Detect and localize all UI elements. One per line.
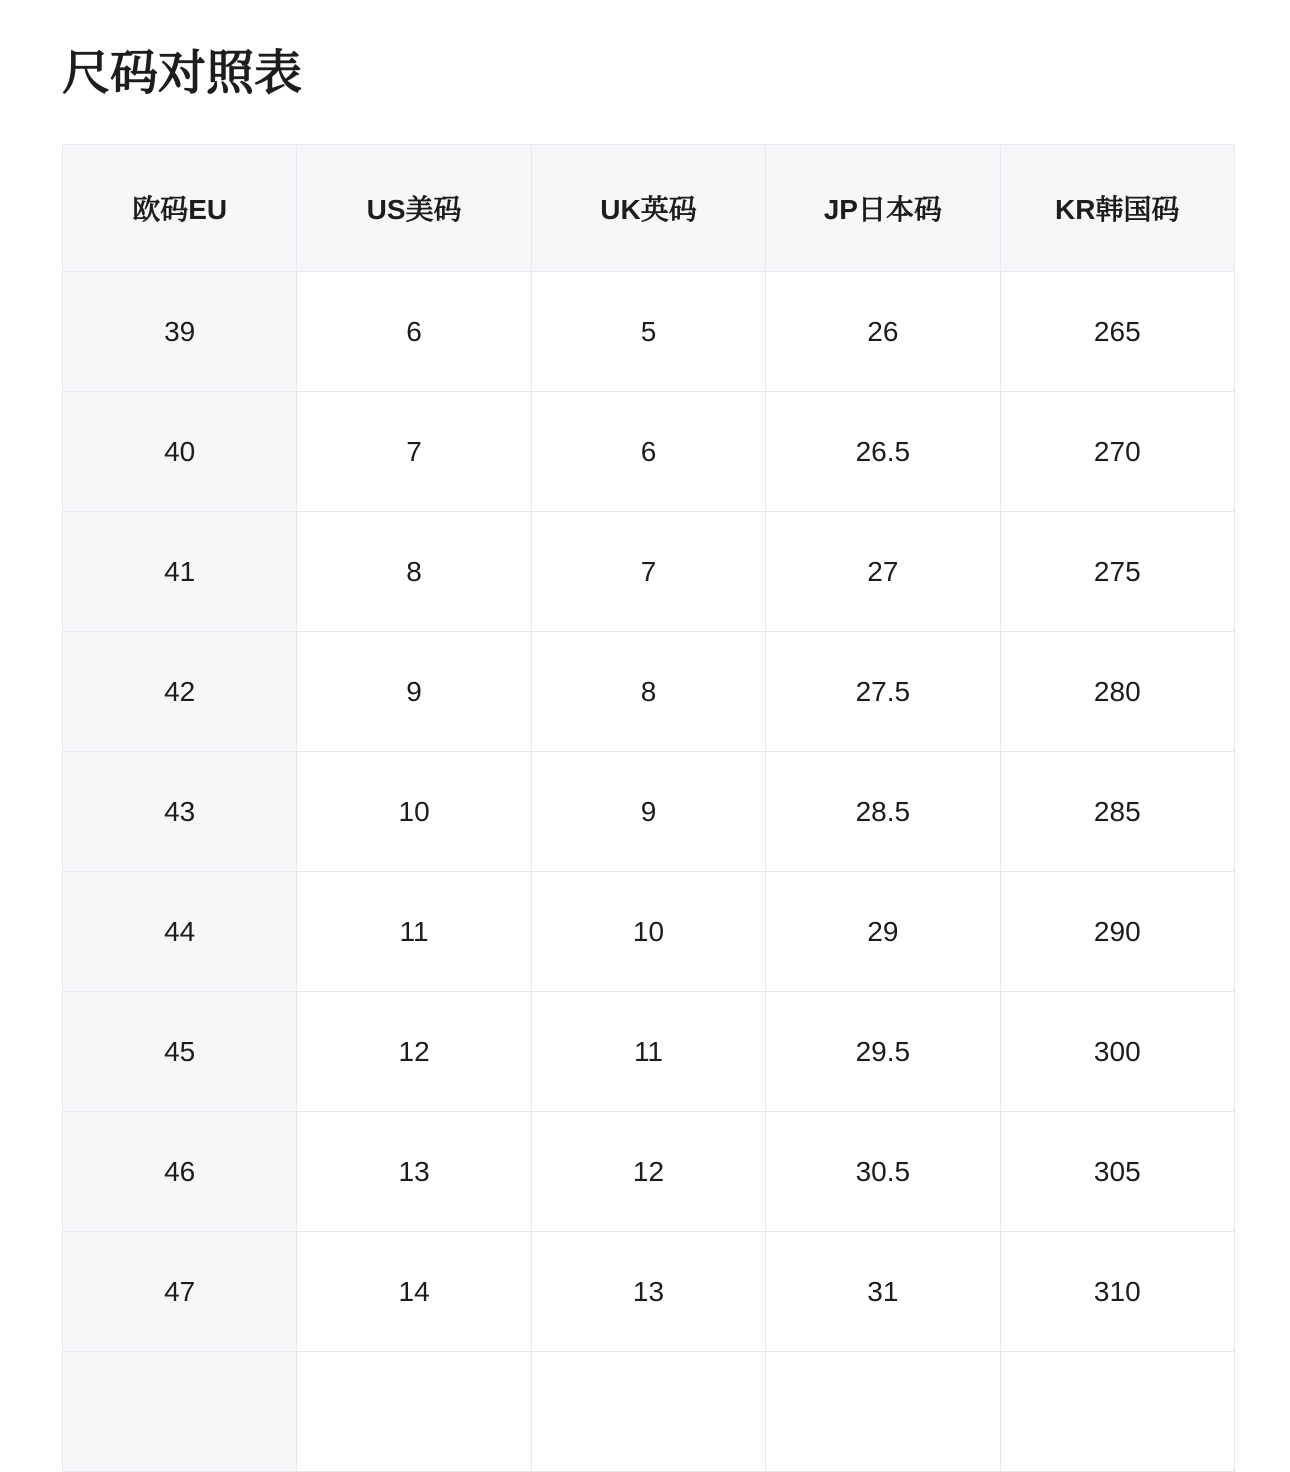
table-cell: 13 xyxy=(531,1232,765,1352)
table-cell: 270 xyxy=(1000,392,1234,512)
table-cell: 27.5 xyxy=(766,632,1000,752)
row-header-cell xyxy=(63,1352,297,1472)
row-header-cell: 39 xyxy=(63,272,297,392)
table-cell: 310 xyxy=(1000,1232,1234,1352)
table-row xyxy=(63,992,1235,1112)
table-row xyxy=(63,1232,1235,1352)
row-header-cell: 45 xyxy=(63,992,297,1112)
table-row xyxy=(63,392,1235,512)
table-cell: 7 xyxy=(531,512,765,632)
table-cell: 26 xyxy=(766,272,1000,392)
row-header-cell: 41 xyxy=(63,512,297,632)
column-header: US美码 xyxy=(297,145,531,272)
row-header-cell: 40 xyxy=(63,392,297,512)
table-cell: 11 xyxy=(297,872,531,992)
row-header-cell: 43 xyxy=(63,752,297,872)
table-row xyxy=(63,1352,1235,1472)
row-header-cell: 44 xyxy=(63,872,297,992)
table-row xyxy=(63,752,1235,872)
table-cell: 27 xyxy=(766,512,1000,632)
table-row xyxy=(63,872,1235,992)
table-cell: 305 xyxy=(1000,1112,1234,1232)
table-row xyxy=(63,272,1235,392)
table-cell: 265 xyxy=(1000,272,1234,392)
table-cell: 12 xyxy=(531,1112,765,1232)
row-header-cell: 46 xyxy=(63,1112,297,1232)
table-cell: 6 xyxy=(297,272,531,392)
table-cell: 9 xyxy=(297,632,531,752)
table-row xyxy=(63,512,1235,632)
table-cell: 8 xyxy=(531,632,765,752)
table-cell: 13 xyxy=(297,1112,531,1232)
table-row xyxy=(63,632,1235,752)
table-cell: 29.5 xyxy=(766,992,1000,1112)
table-cell: 7 xyxy=(297,392,531,512)
column-header: UK英码 xyxy=(531,145,765,272)
column-header: 欧码EU xyxy=(63,145,297,272)
table-cell: 14 xyxy=(297,1232,531,1352)
table-cell xyxy=(297,1352,531,1472)
table-cell: 10 xyxy=(297,752,531,872)
table-cell xyxy=(1000,1352,1234,1472)
table-cell: 9 xyxy=(531,752,765,872)
table-body xyxy=(63,272,1235,1472)
table-cell: 31 xyxy=(766,1232,1000,1352)
table-cell: 8 xyxy=(297,512,531,632)
table-cell: 275 xyxy=(1000,512,1234,632)
size-chart-table xyxy=(62,144,1235,1472)
table-cell: 5 xyxy=(531,272,765,392)
table-cell: 11 xyxy=(531,992,765,1112)
column-header: JP日本码 xyxy=(766,145,1000,272)
table-cell: 30.5 xyxy=(766,1112,1000,1232)
header-row xyxy=(63,145,1235,272)
page-title: 尺码对照表 xyxy=(62,47,303,100)
table-cell: 12 xyxy=(297,992,531,1112)
table-header xyxy=(63,145,1235,272)
column-header: KR韩国码 xyxy=(1000,145,1234,272)
table-cell: 6 xyxy=(531,392,765,512)
table-cell: 290 xyxy=(1000,872,1234,992)
table-row xyxy=(63,1112,1235,1232)
table-cell: 10 xyxy=(531,872,765,992)
table-cell: 280 xyxy=(1000,632,1234,752)
table-cell: 300 xyxy=(1000,992,1234,1112)
row-header-cell: 47 xyxy=(63,1232,297,1352)
table-cell: 29 xyxy=(766,872,1000,992)
table-cell xyxy=(766,1352,1000,1472)
table-cell: 26.5 xyxy=(766,392,1000,512)
table-cell xyxy=(531,1352,765,1472)
table-cell: 28.5 xyxy=(766,752,1000,872)
row-header-cell: 42 xyxy=(63,632,297,752)
table-cell: 285 xyxy=(1000,752,1234,872)
